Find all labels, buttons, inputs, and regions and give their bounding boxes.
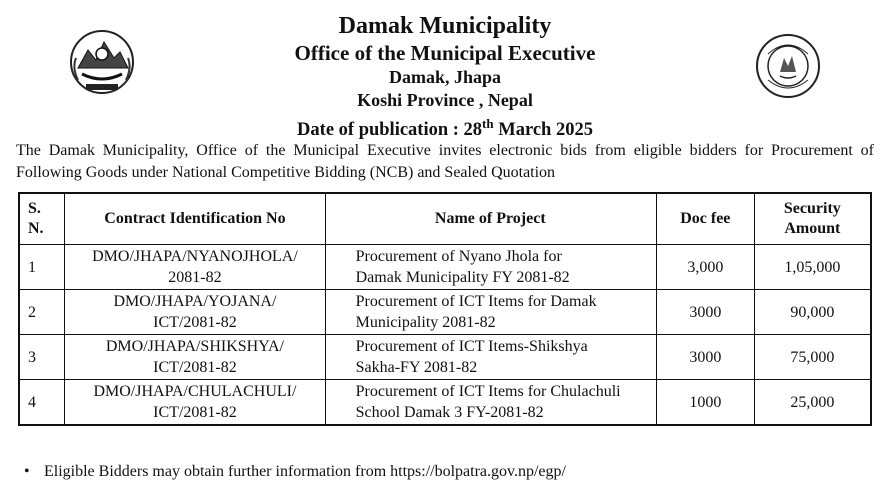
header-project: Name of Project xyxy=(325,193,656,245)
notice-header xyxy=(16,12,874,142)
row-sn: 2 xyxy=(19,290,65,335)
row-security: 90,000 xyxy=(754,290,871,335)
row-project: Procurement of ICT Items for Chulachuli School Damak 3 FY-2081-82 xyxy=(325,380,656,426)
row-security: 1,05,000 xyxy=(754,245,871,290)
row-contract-id: DMO/JHAPA/SHIKSHYA/ ICT/2081-82 xyxy=(65,335,325,380)
table-row xyxy=(19,335,871,380)
row-doc-fee: 3000 xyxy=(656,335,754,380)
header-sn: S. N. xyxy=(19,193,65,245)
row-contract-id: DMO/JHAPA/NYANOJHOLA/ 2081-82 xyxy=(65,245,325,290)
row-project: Procurement of ICT Items for Damak Municipality 2081-82 xyxy=(325,290,656,335)
bids-table xyxy=(18,192,872,426)
date-rest: March 2025 xyxy=(493,120,593,141)
row-project: Procurement of ICT Items-Shikshya Sakha-FY 2081-82 xyxy=(325,335,656,380)
table-row xyxy=(19,380,871,426)
header-security: Security Amount xyxy=(754,193,871,245)
table-header-row xyxy=(19,193,871,245)
row-doc-fee: 1000 xyxy=(656,380,754,426)
date-suffix: th xyxy=(482,116,494,131)
location-line: Damak, Jhapa xyxy=(388,67,502,87)
footer-note xyxy=(24,462,874,482)
date-label: Date of publication : 28 xyxy=(297,120,483,141)
table-row xyxy=(19,290,871,335)
row-project: Procurement of Nyano Jhola for Damak Municipality FY 2081-82 xyxy=(325,245,656,290)
row-contract-id: DMO/JHAPA/CHULACHULI/ ICT/2081-82 xyxy=(65,380,325,426)
row-security: 25,000 xyxy=(754,380,871,426)
province-line: Koshi Province , Nepal xyxy=(357,90,533,110)
row-doc-fee: 3,000 xyxy=(656,245,754,290)
notice-sheet xyxy=(16,12,874,488)
row-sn: 3 xyxy=(19,335,65,380)
header-doc-fee: Doc fee xyxy=(656,193,754,245)
row-sn: 1 xyxy=(19,245,65,290)
table-row xyxy=(19,245,871,290)
row-contract-id: DMO/JHAPA/YOJANA/ ICT/2081-82 xyxy=(65,290,325,335)
intro-paragraph: The Damak Municipality, Office of the Municipal Executive invites electronic bids from eligible bidders for Procurement of Following Goods under National Competitive Bidding (NCB) and Sealed Quotation xyxy=(16,142,874,181)
municipality-title: Damak Municipality xyxy=(338,13,552,39)
header-contract-id: Contract Identification No xyxy=(65,193,325,245)
row-security: 75,000 xyxy=(754,335,871,380)
row-doc-fee: 3000 xyxy=(656,290,754,335)
office-title: Office of the Municipal Executive xyxy=(294,41,596,65)
row-sn: 4 xyxy=(19,380,65,426)
bullet-icon: • xyxy=(24,463,30,480)
publication-date xyxy=(16,112,874,142)
footer-note-text: Eligible Bidders may obtain further information from https://bolpatra.gov.np/egp/ xyxy=(44,463,566,480)
